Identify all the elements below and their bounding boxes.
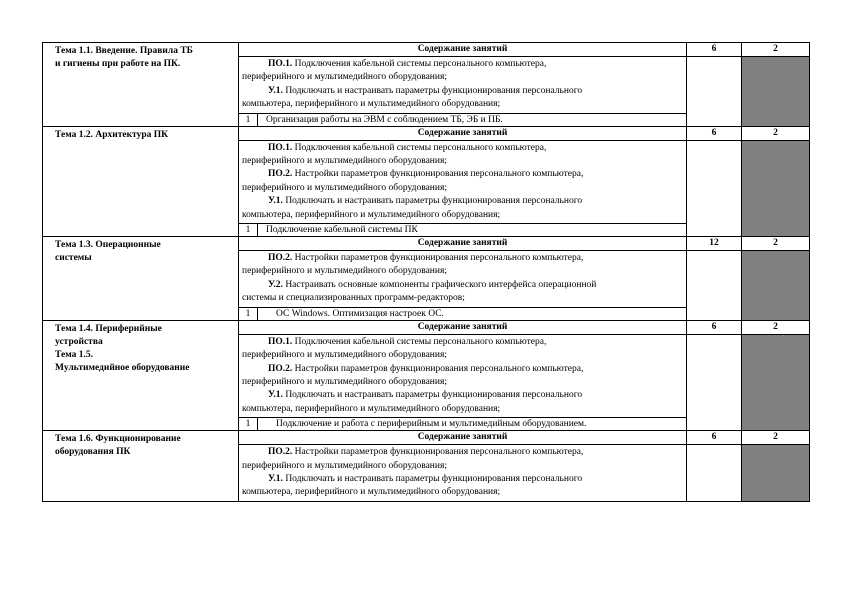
competency-text-continuation: системы и специализированных программ-редакторов; — [242, 293, 465, 304]
topic-title-line: и гигиены при работе на ПК. — [55, 59, 181, 69]
hours-blank-cell — [687, 57, 742, 127]
competency-text: Настройки параметров функционирования персонального компьютера, — [294, 447, 584, 458]
curriculum-page — [42, 42, 809, 502]
level-cell: 2 — [742, 237, 810, 251]
topic-title-line: Тема 1.1. Введение. Правила ТБ — [55, 46, 193, 56]
hours-cell: 6 — [687, 431, 742, 445]
section-header-row — [43, 237, 810, 251]
hours-cell: 12 — [687, 237, 742, 251]
competency-code: У.2. — [268, 279, 283, 290]
competency-text: Подключать и настраивать параметры функционирования персонального — [285, 390, 583, 401]
competency-code: ПО.1. — [268, 336, 293, 347]
hours-cell: 6 — [687, 43, 742, 57]
topic-title-line: Тема 1.3. Операционные — [55, 240, 161, 251]
competency-line — [242, 85, 683, 98]
competency-text-continuation: периферийного и мультимедийного оборудования; — [242, 182, 447, 193]
competency-code: ПО.2. — [268, 447, 293, 458]
section-header-row — [43, 43, 810, 57]
topic-title-line: Мультимедийное оборудование — [55, 362, 190, 373]
curriculum-table — [42, 42, 810, 502]
competency-text-continuation: периферийного и мультимедийного оборудования; — [242, 156, 447, 167]
competency-item — [242, 85, 683, 112]
level-shaded-cell — [742, 57, 810, 127]
content-items — [239, 445, 687, 502]
competency-code: У.1. — [268, 85, 283, 96]
topic-title-line: оборудования ПК — [55, 447, 131, 458]
competency-line — [242, 473, 683, 486]
competency-item — [242, 279, 683, 306]
competency-item — [242, 58, 683, 85]
competency-item — [242, 195, 683, 222]
content-heading: Содержание занятий — [239, 431, 687, 445]
competency-item — [242, 389, 683, 416]
competency-item — [242, 336, 683, 363]
topic-title — [43, 320, 239, 430]
competency-line — [242, 446, 683, 459]
competency-code: ПО.1. — [268, 59, 293, 69]
competency-line — [242, 168, 683, 181]
competency-item — [242, 473, 683, 500]
competency-text-continuation: периферийного и мультимедийного оборудования; — [242, 350, 447, 361]
lesson-number: 1 — [239, 224, 258, 236]
competency-text-continuation: периферийного и мультимедийного оборудования; — [242, 266, 447, 277]
content-heading: Содержание занятий — [239, 126, 687, 140]
section-header-row — [43, 126, 810, 140]
competency-item — [242, 252, 683, 279]
content-items — [239, 57, 687, 114]
lesson-title: ОС Windows. Оптимизация настроек ОС. — [276, 308, 444, 319]
level-cell: 2 — [742, 126, 810, 140]
competency-text: Подключать и настраивать параметры функционирования персонального — [285, 473, 583, 484]
level-cell: 2 — [742, 43, 810, 57]
competency-line — [242, 389, 683, 402]
content-heading: Содержание занятий — [239, 320, 687, 334]
level-shaded-cell — [742, 334, 810, 430]
competency-item — [242, 142, 683, 169]
lesson-title: Организация работы на ЭВМ с соблюдением ТБ, ЭБ и ПБ. — [266, 114, 503, 125]
competency-text-continuation: компьютера, периферийного и мультимедийного оборудования; — [242, 487, 501, 498]
lesson-cell — [239, 113, 687, 126]
competency-text: Подключать и настраивать параметры функционирования персонального — [285, 85, 583, 96]
topic-title-line: устройства — [55, 336, 103, 347]
competency-line — [242, 195, 683, 208]
topic-title-line: Тема 1.2. Архитектура ПК — [55, 129, 169, 140]
content-items — [239, 251, 687, 308]
section-header-row — [43, 320, 810, 334]
competency-line — [242, 279, 683, 292]
topic-title — [43, 431, 239, 502]
competency-code: У.1. — [268, 473, 283, 484]
hours-blank-cell — [687, 140, 742, 236]
topic-title — [43, 126, 239, 236]
lesson-title: Подключение кабельной системы ПК — [266, 225, 418, 236]
competency-code: ПО.1. — [268, 142, 293, 153]
level-cell: 2 — [742, 320, 810, 334]
competency-item — [242, 446, 683, 473]
competency-code: ПО.2. — [268, 253, 293, 264]
competency-line — [242, 363, 683, 376]
topic-title-line: Тема 1.4. Периферийные — [55, 323, 162, 334]
competency-text: Настройки параметров функционирования персонального компьютера, — [294, 363, 584, 374]
content-items — [239, 334, 687, 417]
topic-title-line: Тема 1.5. — [55, 349, 93, 360]
competency-code: ПО.2. — [268, 363, 293, 374]
hours-blank-cell — [687, 445, 742, 502]
lesson-number: 1 — [239, 114, 258, 126]
competency-line — [242, 252, 683, 265]
content-items — [239, 140, 687, 223]
competency-text-continuation: периферийного и мультимедийного оборудования; — [242, 376, 447, 387]
competency-text-continuation: компьютера, периферийного и мультимедийного оборудования; — [242, 403, 501, 414]
competency-code: У.1. — [268, 390, 283, 401]
lesson-number: 1 — [239, 308, 258, 320]
hours-blank-cell — [687, 251, 742, 321]
level-cell: 2 — [742, 431, 810, 445]
competency-code: У.1. — [268, 196, 283, 207]
topic-title — [43, 43, 239, 127]
section-header-row — [43, 431, 810, 445]
competency-text-continuation: компьютера, периферийного и мультимедийного оборудования; — [242, 209, 501, 220]
competency-text: Подключения кабельной системы персонального компьютера, — [294, 142, 547, 153]
level-shaded-cell — [742, 251, 810, 321]
competency-line — [242, 58, 683, 71]
competency-text: Подключения кабельной системы персонального компьютера, — [294, 59, 547, 69]
topic-title — [43, 237, 239, 321]
content-heading: Содержание занятий — [239, 237, 687, 251]
hours-cell: 6 — [687, 126, 742, 140]
competency-text: Настраивать основные компоненты графического интерфейса операционной — [285, 279, 597, 290]
competency-line — [242, 336, 683, 349]
competency-code: ПО.2. — [268, 169, 293, 180]
competency-item — [242, 168, 683, 195]
lesson-cell — [239, 224, 687, 237]
competency-text: Настройки параметров функционирования персонального компьютера, — [294, 253, 584, 264]
lesson-cell — [239, 307, 687, 320]
level-shaded-cell — [742, 445, 810, 502]
competency-text-continuation: периферийного и мультимедийного оборудования; — [242, 72, 447, 83]
competency-line — [242, 142, 683, 155]
topic-title-line: системы — [55, 253, 92, 264]
lesson-number: 1 — [239, 418, 258, 430]
content-heading: Содержание занятий — [239, 43, 687, 57]
lesson-title: Подключение и работа с периферийным и мультимедийным оборудованием. — [276, 419, 587, 430]
competency-item — [242, 363, 683, 390]
competency-text-continuation: периферийного и мультимедийного оборудования; — [242, 460, 447, 471]
level-shaded-cell — [742, 140, 810, 236]
topic-title-line: Тема 1.6. Функционирование — [55, 434, 181, 445]
competency-text: Подключения кабельной системы персонального компьютера, — [294, 336, 547, 347]
competency-text: Настройки параметров функционирования персонального компьютера, — [294, 169, 584, 180]
lesson-cell — [239, 418, 687, 431]
competency-text: Подключать и настраивать параметры функционирования персонального — [285, 196, 583, 207]
competency-text-continuation: компьютера, периферийного и мультимедийного оборудования; — [242, 99, 501, 110]
hours-cell: 6 — [687, 320, 742, 334]
hours-blank-cell — [687, 334, 742, 430]
